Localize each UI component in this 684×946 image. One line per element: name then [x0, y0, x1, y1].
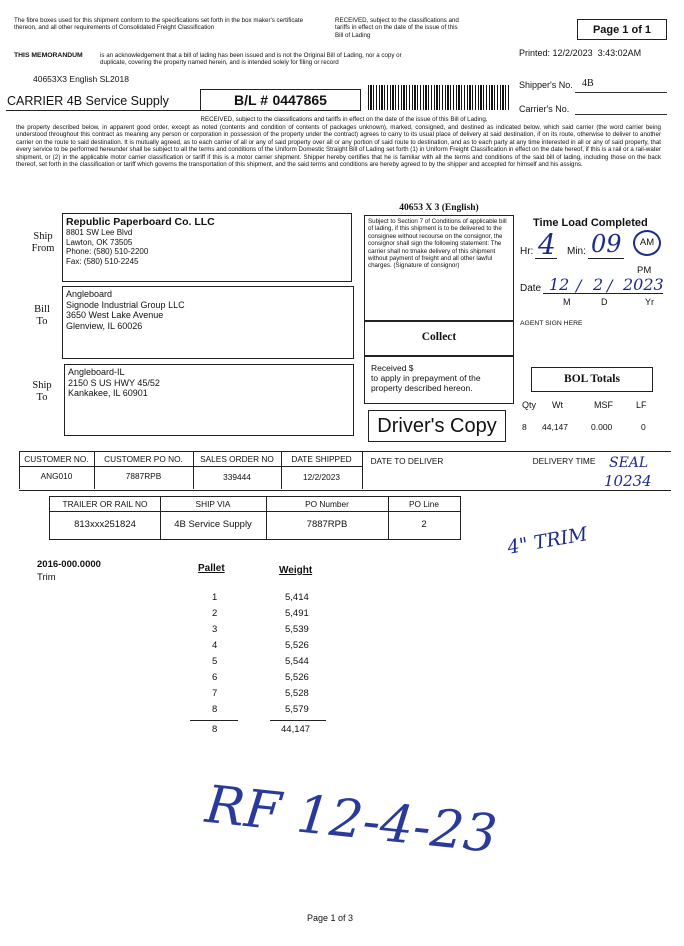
- bill-to-line1: Angleboard: [66, 289, 113, 299]
- pallet-row: [190, 688, 340, 704]
- pallet-row: [190, 624, 340, 640]
- pallet-list: [190, 592, 340, 720]
- pallet-weight: 5,539: [285, 624, 309, 635]
- order-header-sales-order: SALES ORDER NO: [200, 454, 274, 464]
- trailer-header-trailer: TRAILER OR RAIL NO: [62, 499, 148, 509]
- order-header-customer-no: CUSTOMER NO.: [24, 454, 89, 464]
- bill-to-line2: Signode Industrial Group LLC: [66, 299, 185, 310]
- bol-header-msf: MSF: [594, 400, 613, 410]
- bol-value-qty: 8: [522, 422, 527, 432]
- pallet-weight: 5,491: [285, 608, 309, 619]
- date-month: 12: [549, 275, 570, 294]
- pallet-weight: 5,414: [285, 592, 309, 603]
- date-year: 2023: [623, 275, 664, 294]
- min-value: 09: [591, 230, 622, 258]
- am-label: AM: [639, 237, 655, 248]
- conditions-title: 40653 X 3 (English): [399, 203, 479, 213]
- trailer-header-ship-via: SHIP VIA: [195, 499, 231, 509]
- pallet-number: 4: [212, 640, 218, 651]
- ship-to-line1: Angleboard-IL: [68, 367, 125, 377]
- conditions-text: Subject to Section 7 of Conditions of applicable bill of lading, if this shipment is to be delivered to the consignee without recourse on the consignor, the consignor shall sign the following statement: The carrier shall no tmake delivery of this shipment without payment of freight and all other lawful charges. (Signature of consignor): [368, 218, 507, 270]
- hr-value: 4: [538, 228, 556, 261]
- form-code: 40653X3 English SL2018: [33, 74, 129, 84]
- shippers-no-label: Shipper's No.: [519, 80, 573, 90]
- printed-line: [519, 48, 641, 58]
- pallet-weight: 5,526: [285, 640, 309, 651]
- trailer-value-po-number: 7887RPB: [306, 519, 348, 530]
- carrier-line: [7, 94, 169, 108]
- agent-sign-label: AGENT SIGN HERE: [520, 320, 583, 327]
- ship-from-address1: 8801 SW Lee Blvd: [66, 228, 133, 237]
- printed-time: 3:43:02AM: [597, 48, 642, 58]
- pallet-weight: 5,579: [285, 704, 309, 715]
- bol-totals-box: [531, 367, 653, 392]
- pallet-weight: 5,528: [285, 688, 309, 699]
- time-load-title: Time Load Completed: [533, 217, 648, 229]
- item-code: 2016-000.0000: [37, 559, 101, 570]
- seal-note: SEAL: [609, 455, 649, 471]
- weight-total: 44,147: [281, 724, 311, 735]
- prepayment-text: to apply in prepayment of the property described hereon.: [371, 373, 481, 393]
- ship-from-fax: Fax: (580) 510-2245: [66, 256, 139, 266]
- order-value-customer-no: ANG010: [40, 471, 73, 481]
- printed-label: Printed:: [519, 48, 551, 58]
- terms-line1: RECEIVED, subject to the classifications and tariffs in effect on the date of the issue of this Bill of Lading,: [200, 116, 488, 123]
- shippers-no-line: [575, 92, 667, 93]
- ship-from-name: Republic Paperboard Co. LLC: [66, 216, 215, 228]
- bol-value-wt: 44,147: [542, 422, 568, 432]
- pallet-weight: 5,526: [285, 672, 309, 683]
- ship-to-label: Ship To: [32, 380, 52, 403]
- pm-label: PM: [637, 265, 652, 276]
- conditions-box: [364, 215, 514, 321]
- handwritten-signature: RF 12-4-23: [202, 774, 500, 866]
- bol-header-lf: LF: [636, 400, 647, 410]
- date-y-label: Yr: [645, 297, 654, 307]
- trailer-header-po-number: PO Number: [305, 499, 349, 509]
- memo-label: THIS MEMORANDUM: [14, 52, 83, 59]
- ship-from-address2: Lawton, OK 73505: [66, 237, 133, 247]
- date-slash1: /: [576, 276, 582, 295]
- weight-total-rule: [270, 720, 326, 721]
- pallet-row: [190, 640, 340, 656]
- pallet-number: 5: [212, 656, 218, 667]
- ship-to-line2: 2150 S US HWY 45/52: [68, 377, 160, 388]
- bill-to-line3: 3650 West Lake Avenue: [66, 310, 164, 320]
- fibre-notice: The fibre boxes used for this shipment conform to the specifications set forth in the box maker's certificate thereon, and all other requirements of Consolidated Freight Classification: [14, 17, 304, 32]
- order-header-delivery-time: DELIVERY TIME: [532, 456, 596, 466]
- order-table: [19, 451, 671, 491]
- min-underline: [588, 258, 624, 259]
- printed-date: 12/2/2023: [552, 48, 593, 58]
- bill-to-label: Bill To: [34, 304, 50, 327]
- ship-from-label: Ship From: [31, 231, 55, 254]
- received-notice: RECEIVED, subject to the classifications and tariffs in effect on the date of the issue of this Bill of Lading: [335, 17, 459, 39]
- date-day: 2: [593, 275, 604, 294]
- date-slash2: /: [607, 276, 613, 295]
- bol-totals-title: BOL Totals: [564, 373, 620, 385]
- pallet-number: 2: [212, 608, 218, 619]
- pallet-row: [190, 608, 340, 624]
- carrier-label: CARRIER: [7, 94, 64, 108]
- bill-to-line4: Glenview, IL 60026: [66, 320, 143, 331]
- barcode: [368, 85, 509, 110]
- pallet-total-rule: [190, 720, 238, 721]
- bill-to-box: [62, 286, 354, 359]
- carriers-no-label: Carrier's No.: [519, 104, 570, 114]
- ship-from-phone: Phone: (580) 510-2200: [66, 247, 149, 256]
- ship-to-box: [64, 364, 354, 436]
- pallet-row: [190, 672, 340, 688]
- pallet-number: 7: [212, 688, 218, 699]
- hr-underline: [535, 258, 557, 259]
- am-circle: [633, 230, 661, 256]
- date-m-label: M: [563, 297, 571, 307]
- prepayment-box: [364, 356, 514, 404]
- trailer-value-po-line: 2: [421, 519, 427, 530]
- date-label: Date: [520, 283, 542, 294]
- order-value-date-shipped: 12/2/2023: [303, 472, 340, 482]
- drivers-copy-box: [368, 410, 506, 442]
- bol-header-qty: Qty: [522, 400, 537, 410]
- bol-header-wt: Wt: [552, 400, 563, 410]
- bl-number: 0447865: [272, 92, 327, 108]
- bl-label: B/L #: [234, 92, 268, 108]
- weight-header: Weight: [279, 565, 313, 576]
- pallet-row: [190, 592, 340, 608]
- trim-note: 4" TRIM: [505, 523, 590, 559]
- trailer-table: [49, 496, 461, 540]
- trailer-header-po-line: PO Line: [409, 499, 439, 509]
- date-underline: [543, 293, 663, 294]
- shippers-no-value: 4B: [582, 78, 594, 89]
- bol-value-msf: 0.000: [591, 422, 613, 432]
- seal-number-note: 10234: [604, 472, 652, 490]
- pallet-number: 8: [212, 704, 218, 715]
- pallet-header: Pallet: [198, 563, 225, 574]
- min-label: Min:: [567, 246, 586, 257]
- pallet-row: [190, 656, 340, 672]
- collect-box: [364, 321, 514, 356]
- trailer-value-ship-via: 4B Service Supply: [174, 519, 252, 530]
- order-header-customer-po: CUSTOMER PO NO.: [104, 454, 183, 464]
- trailer-header-divider: [50, 511, 460, 512]
- carrier-name: 4B Service Supply: [66, 94, 169, 108]
- memo-text: is an acknowledgement that a bill of lading has been issued and is not the Original Bill of Lading, nor a copy or duplicate, covering the property named herein, and is intended solely for filing or record: [100, 52, 402, 67]
- order-header-date-deliver: DATE TO DELIVER: [370, 456, 444, 466]
- terms-body: the property described below, in apparent good order, except as noted (contents and condition of contents of packages unknown), marked, consigned, and destined as indicated below, which said carrier (the word carrier being understood throughout this contract as meaning any person or corporation in possession of the property under the contract) agrees to carry to its usual place of delivery at said destination, if on its route, otherwise to deliver to another carrier on the route to said destination. It is mutually agreed, as to each carrier of all or any of said property over all or any portion of said route to destination, and as to each party at any time interested in all or any of said property, that every service to be performed hereunder shall be subject to all the terms and conditions of the Uniform Domestic Straight Bill of Lading set forth (1) in Uniform Freight Classification in effect on the date hereof, if this is a rail or a rail-water shipment, or (2) in the applicable motor carrier classification or tariff if this is a motor carrier shipment. Shipper hereby certifies that he is familiar with all the terms and conditions of the said bill of lading, including those on the back thereof, set forth in the classification or tariff which governs the transportation of this shipment, and the said terms and conditions are hereby agreed to by the shipper and accepted for himself and his assigns.: [16, 124, 661, 169]
- collect-label: Collect: [421, 331, 457, 343]
- order-value-sales-order: 339444: [223, 472, 251, 482]
- pallet-number: 6: [212, 672, 218, 683]
- pallet-total: 8: [212, 724, 218, 735]
- hr-label: Hr:: [520, 246, 534, 257]
- bl-number-box: [200, 89, 361, 111]
- page-box: [577, 19, 667, 40]
- order-header-divider: [19, 466, 362, 467]
- ship-from-box: [62, 213, 352, 282]
- pallet-row: [190, 704, 340, 720]
- carriers-no-line: [575, 114, 667, 115]
- page-box-label: Page 1 of 1: [592, 24, 652, 36]
- date-d-label: D: [601, 297, 608, 307]
- order-header-date-shipped: DATE SHIPPED: [291, 454, 352, 464]
- bol-value-lf: 0: [641, 422, 646, 432]
- received-dollar: Received $: [371, 363, 414, 373]
- order-value-customer-po: 7887RPB: [125, 471, 162, 481]
- pallet-weight: 5,544: [285, 656, 309, 667]
- pallet-number: 1: [212, 592, 218, 603]
- pallet-number: 3: [212, 624, 218, 635]
- page-footer: Page 1 of 3: [307, 913, 354, 923]
- ship-to-line3: Kankakee, IL 60901: [68, 388, 148, 398]
- trailer-value-trailer: 813xxx251824: [74, 519, 136, 530]
- drivers-copy-label: Driver's Copy: [377, 415, 497, 437]
- item-desc: Trim: [37, 572, 56, 583]
